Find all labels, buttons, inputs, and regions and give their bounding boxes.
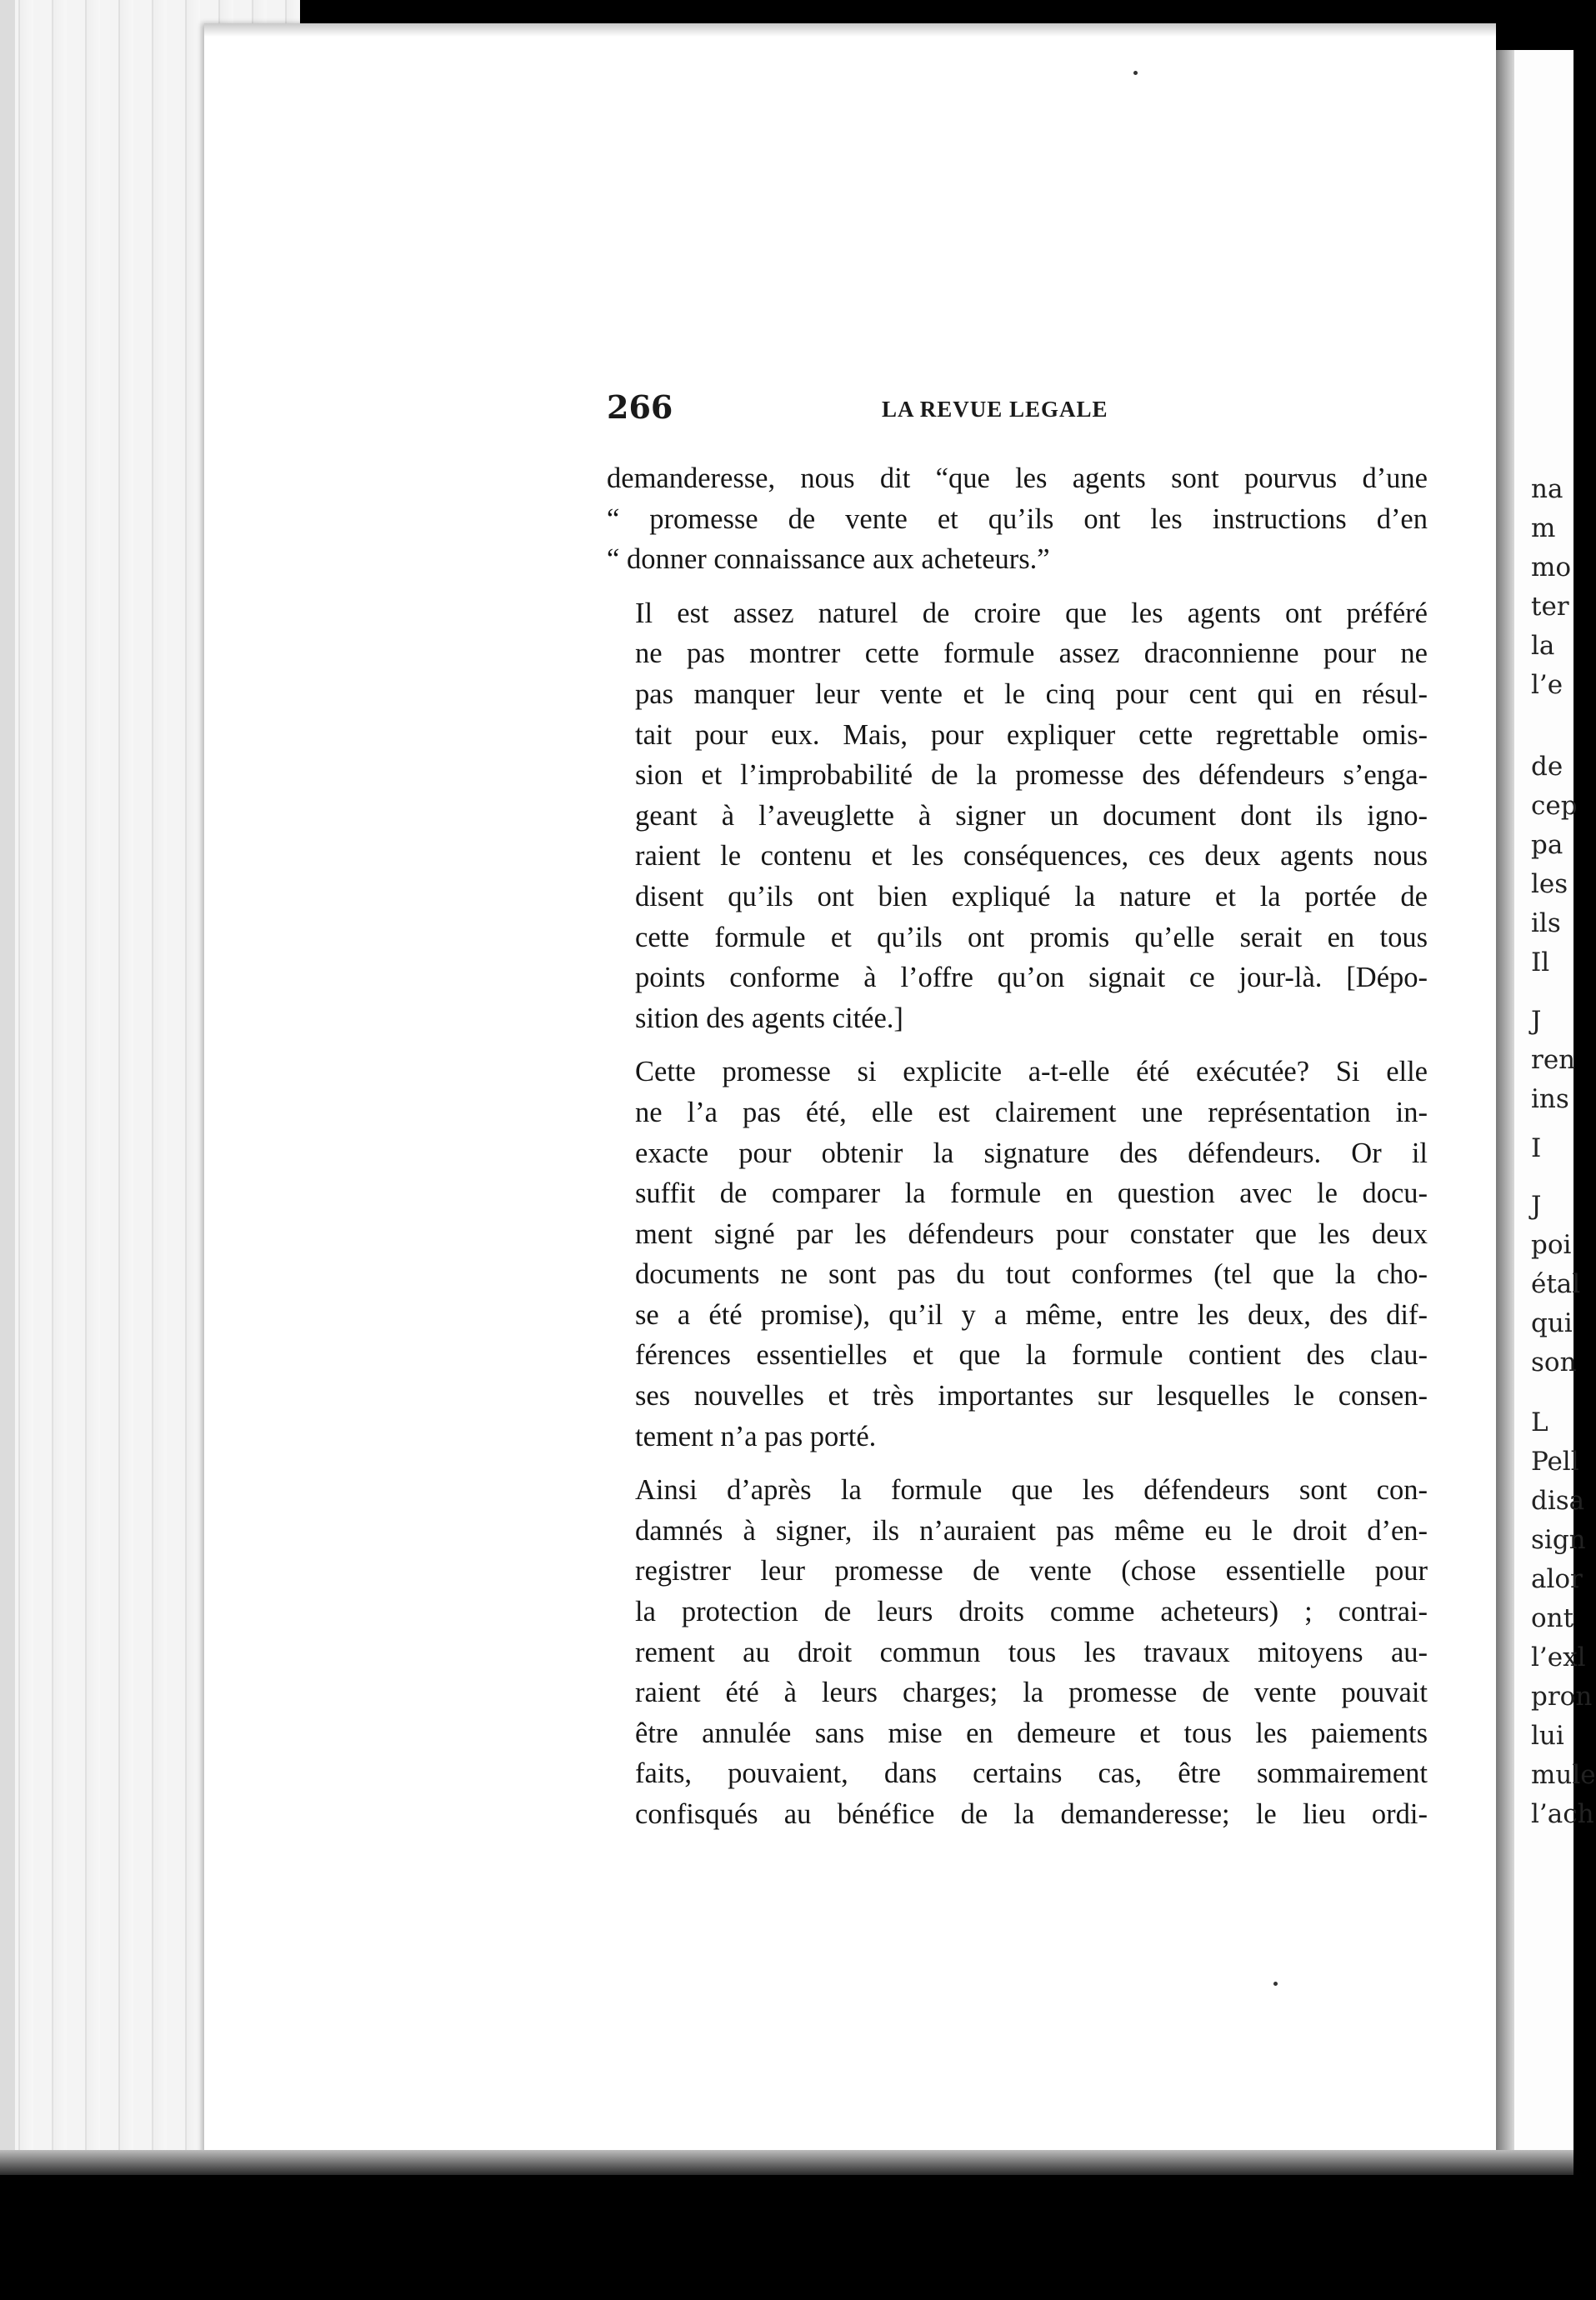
- next-page-fragment: étal: [1531, 1269, 1581, 1299]
- text-line: rement au droit commun tous les travaux mitoyens au-: [635, 1636, 1428, 1668]
- next-page-fragment: les: [1531, 869, 1568, 899]
- next-page-fragment: l’e: [1531, 670, 1563, 700]
- text-line: être annulée sans mise en demeure et tous les paiements: [635, 1717, 1428, 1749]
- next-page-fragment: ter: [1531, 592, 1569, 622]
- page-top-edge: [204, 23, 1496, 37]
- paragraph: [607, 458, 1428, 580]
- next-page-fragment: I: [1531, 1133, 1542, 1163]
- next-page-fragment: l’ach: [1531, 1799, 1594, 1829]
- next-page-fragment: pa: [1531, 830, 1563, 860]
- next-page-fragment: ils: [1531, 908, 1561, 938]
- text-line: geant à l’aveuglette à signer un document dont ils igno-: [635, 799, 1428, 832]
- text-line: ne pas montrer cette formule assez draconnienne pour ne: [635, 638, 1428, 670]
- next-page-fragment: poi: [1531, 1230, 1572, 1260]
- next-page-fragment: ren: [1531, 1045, 1576, 1075]
- text-line: documents ne sont pas du tout conformes (tel que la cho-: [635, 1258, 1428, 1291]
- page-number: 266: [607, 388, 673, 426]
- next-page-fragment: disa: [1531, 1486, 1585, 1516]
- text-line: ne l’a pas été, elle est clairement une représentation in-: [635, 1096, 1428, 1128]
- next-page-fragment: l’exl: [1531, 1642, 1586, 1672]
- next-page-fragment: pron: [1531, 1682, 1593, 1712]
- text-line: sion et l’improbabilité de la promesse des défendeurs s’enga-: [635, 759, 1428, 792]
- paragraph: [607, 1470, 1428, 1834]
- next-page-fragment: de: [1531, 752, 1563, 782]
- next-page-fragment: Il: [1531, 948, 1550, 978]
- next-page-fragment: cep: [1531, 791, 1578, 821]
- text-line: pas manquer leur vente et le cinq pour cent qui en résul-: [635, 678, 1428, 710]
- text-line: ses nouvelles et très importantes sur lesquelles le consen-: [635, 1380, 1428, 1412]
- text-line: ment signé par les défendeurs pour constater que les deux: [635, 1218, 1428, 1250]
- next-page-fragment: la: [1531, 631, 1555, 661]
- text-line: la protection de leurs droits comme acheteurs) ; contrai-: [635, 1596, 1428, 1628]
- text-line: sition des agents citée.]: [635, 1002, 903, 1034]
- text-line: points conforme à l’offre qu’on signait ce jour-là. [Dépo-: [635, 962, 1428, 994]
- next-page-fragment: ont: [1531, 1603, 1574, 1633]
- text-line: se a été promise), qu’il y a même, entre les deux, des dif-: [635, 1298, 1428, 1331]
- text-line: cette formule et qu’ils ont promis qu’elle serait en tous: [635, 921, 1428, 953]
- text-line: Il est assez naturel de croire que les agents ont préféré: [635, 597, 1428, 629]
- next-page-fragment: J: [1531, 1191, 1542, 1221]
- paragraph: [607, 593, 1428, 1039]
- running-title: LA REVUE LEGALE: [882, 397, 1108, 422]
- next-page-fragment: son: [1531, 1348, 1577, 1378]
- running-header: [607, 388, 1428, 433]
- text-line: disent qu’ils ont bien expliqué la nature et la portée de: [635, 880, 1428, 912]
- text-line: raient le contenu et les conséquences, ces deux agents nous: [635, 840, 1428, 872]
- next-page-fragment: ins: [1531, 1084, 1569, 1114]
- next-page-fragment: lui: [1531, 1721, 1564, 1751]
- ink-speck: [1133, 71, 1138, 75]
- next-page-fragment: qui: [1531, 1308, 1573, 1338]
- text-line: Cette promesse si explicite a-t-elle été exécutée? Si elle: [635, 1056, 1428, 1088]
- ink-speck: [1273, 1982, 1278, 1986]
- text-line: faits, pouvaient, dans certains cas, être sommairement: [635, 1758, 1428, 1790]
- text-line: confisqués au bénéfice de la demanderesse; le lieu ordi-: [635, 1798, 1428, 1830]
- text-line: “ promesse de vente et qu’ils ont les instructions d’en: [607, 502, 1428, 535]
- next-page-fragment: alor: [1531, 1564, 1583, 1594]
- text-line: tait pour eux. Mais, pour expliquer cette regrettable omis-: [635, 718, 1428, 751]
- next-page-fragment: J: [1531, 1006, 1542, 1036]
- body-text: [607, 458, 1428, 1835]
- next-page-edge: [1514, 50, 1596, 2167]
- text-line: registrer leur promesse de vente (chose essentielle pour: [635, 1555, 1428, 1588]
- next-page-fragment: na: [1531, 474, 1563, 504]
- next-page-fragment: sign: [1531, 1525, 1586, 1555]
- text-line: damnés à signer, ils n’auraient pas même eu le droit d’en-: [635, 1514, 1428, 1547]
- text-line: tement n’a pas porté.: [635, 1420, 877, 1452]
- next-page-fragment: Pell: [1531, 1447, 1579, 1477]
- text-line: suffit de comparer la formule en question avec le docu-: [635, 1178, 1428, 1210]
- bottom-shadow: [0, 2150, 1573, 2175]
- next-page-fragment: L: [1531, 1408, 1548, 1438]
- text-line: Ainsi d’après la formule que les défendeurs sont con-: [635, 1474, 1428, 1507]
- next-page-fragment: mule: [1531, 1760, 1596, 1790]
- book-gutter: [1496, 50, 1514, 2167]
- paragraph: [607, 1052, 1428, 1457]
- text-line: demanderesse, nous dit “que les agents sont pourvus d’une: [607, 462, 1428, 494]
- text-line: raient été à leurs charges; la promesse de vente pouvait: [635, 1677, 1428, 1709]
- text-line: férences essentielles et que la formule contient des clau-: [635, 1339, 1428, 1372]
- next-page-fragment: m: [1531, 513, 1556, 543]
- next-page-fragment: mo: [1531, 552, 1572, 582]
- text-line: “ donner connaissance aux acheteurs.”: [607, 543, 1050, 576]
- text-line: exacte pour obtenir la signature des défendeurs. Or il: [635, 1137, 1428, 1169]
